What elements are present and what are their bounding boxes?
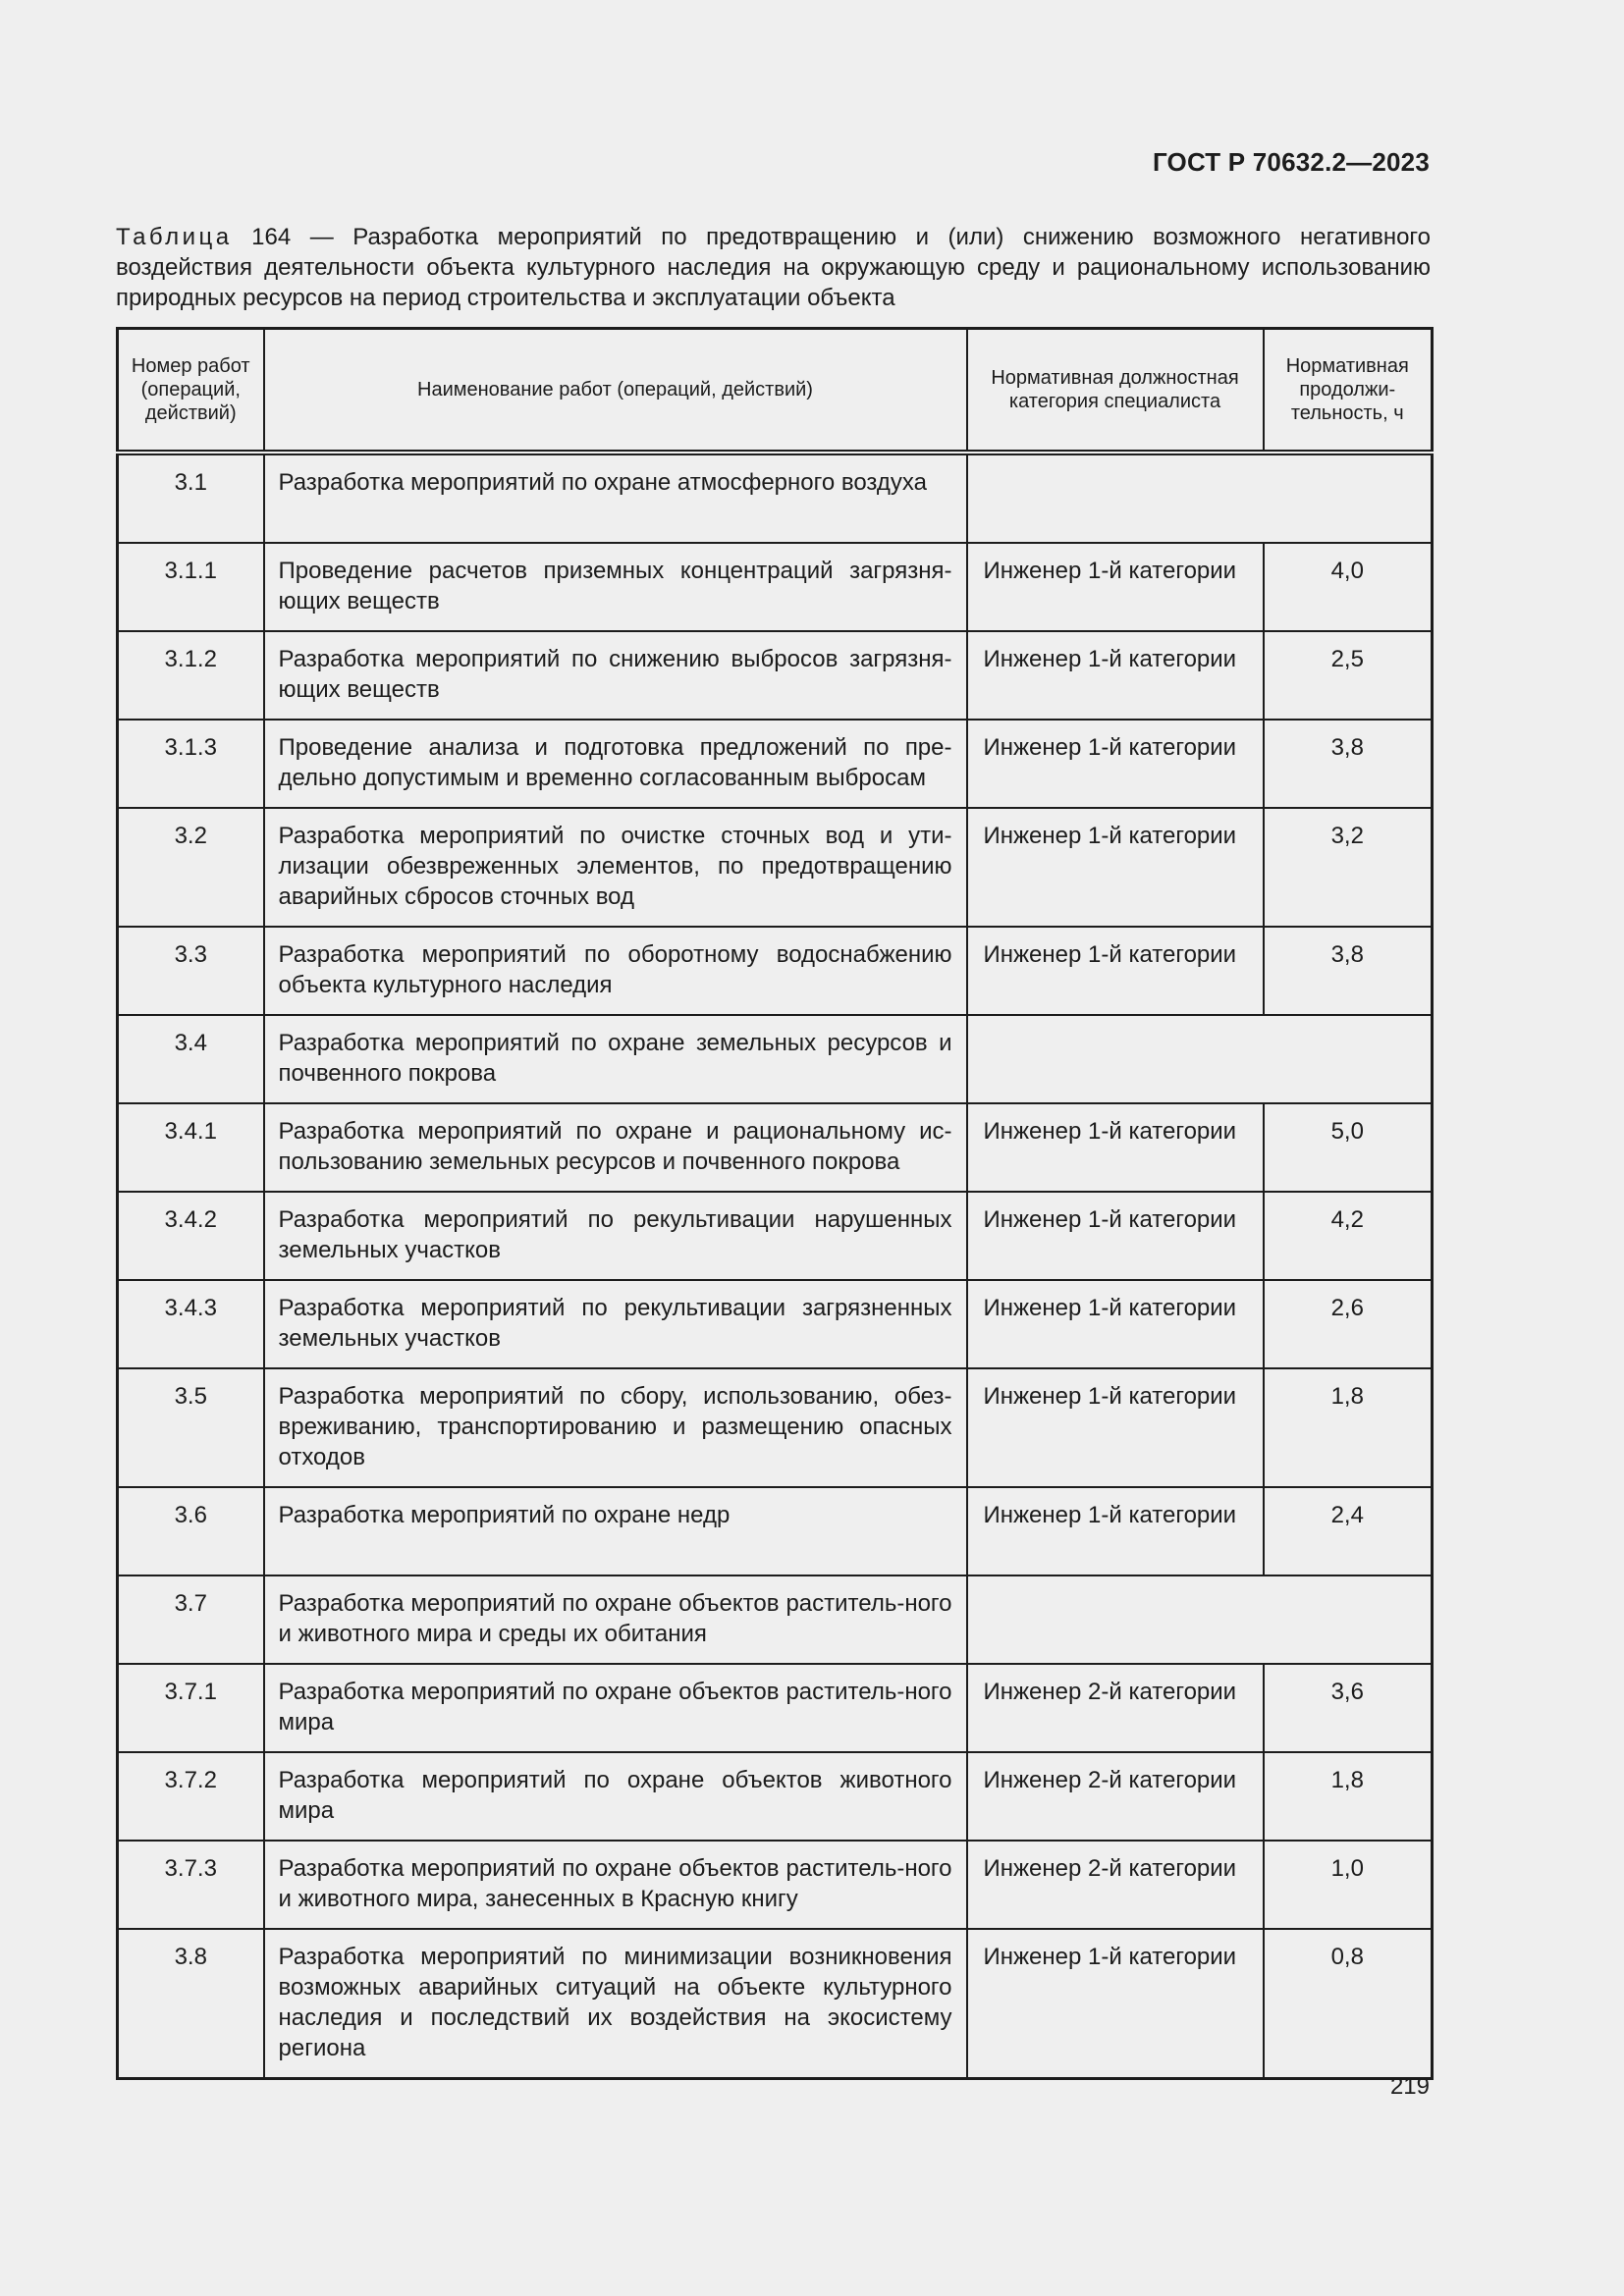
header-work-name: Наименование работ (операций, действий) — [264, 329, 967, 454]
table-row — [118, 1280, 1433, 1368]
specialist-category-cell: Инженер 1-й категории — [967, 808, 1264, 927]
work-name-cell: Разработка мероприятий по охране объектов раститель-ного мира — [264, 1664, 967, 1752]
work-number-cell: 3.3 — [118, 927, 264, 1015]
work-name-cell: Разработка мероприятий по охране и рациональному ис-пользованию земельных ресурсов и почвенного покрова — [264, 1103, 967, 1192]
table-row — [118, 1192, 1433, 1280]
work-name-cell: Разработка мероприятий по оборотному водоснабжению объекта культурного наследия — [264, 927, 967, 1015]
table-row — [118, 1841, 1433, 1929]
duration-cell: 5,0 — [1264, 1103, 1433, 1192]
work-number-cell: 3.1 — [118, 453, 264, 543]
work-number-cell: 3.1.1 — [118, 543, 264, 631]
duration-cell: 1,8 — [1264, 1368, 1433, 1487]
table-row — [118, 631, 1433, 720]
work-name-cell: Разработка мероприятий по минимизации возникновения возможных аварийных ситуаций на объекте культурного наследия и последствий их воздействия на экосистему региона — [264, 1929, 967, 2079]
page-number: 219 — [1389, 2073, 1430, 2100]
caption-label: Таблица — [116, 224, 233, 250]
duration-cell: 3,6 — [1264, 1664, 1433, 1752]
duration-cell: 4,0 — [1264, 543, 1433, 631]
table-row — [118, 720, 1433, 808]
specialist-category-cell: Инженер 1-й категории — [967, 720, 1264, 808]
duration-cell: 2,5 — [1264, 631, 1433, 720]
specialist-category-cell: Инженер 2-й категории — [967, 1841, 1264, 1929]
specialist-category-cell: Инженер 1-й категории — [967, 1192, 1264, 1280]
caption-text: 164 — Разработка мероприятий по предотвращению и (или) снижению возможного негативного воздействия деятельности объекта культурного наследия на окружающую среду и рациональному использованию природных ресурсов на период строительства и эксплуатации объекта — [116, 224, 1431, 311]
document-code: ГОСТ Р 70632.2—2023 — [1152, 147, 1430, 177]
empty-merged-cell — [967, 453, 1433, 543]
table-row — [118, 1664, 1433, 1752]
specialist-category-cell: Инженер 1-й категории — [967, 631, 1264, 720]
work-number-cell: 3.4 — [118, 1015, 264, 1103]
duration-cell: 3,8 — [1264, 927, 1433, 1015]
work-number-cell: 3.8 — [118, 1929, 264, 2079]
work-name-cell: Разработка мероприятий по охране объектов раститель-ного и животного мира и среды их обитания — [264, 1575, 967, 1664]
work-number-cell: 3.4.3 — [118, 1280, 264, 1368]
work-number-cell: 3.1.2 — [118, 631, 264, 720]
work-name-cell: Разработка мероприятий по охране атмосферного воздуха — [264, 453, 967, 543]
work-number-cell: 3.7.1 — [118, 1664, 264, 1752]
work-number-cell: 3.4.1 — [118, 1103, 264, 1192]
specialist-category-cell: Инженер 2-й категории — [967, 1752, 1264, 1841]
table-row — [118, 1575, 1433, 1664]
work-name-cell: Разработка мероприятий по охране недр — [264, 1487, 967, 1575]
duration-cell: 2,4 — [1264, 1487, 1433, 1575]
table-row — [118, 1015, 1433, 1103]
work-name-cell: Разработка мероприятий по охране объектов животного мира — [264, 1752, 967, 1841]
duration-cell: 1,8 — [1264, 1752, 1433, 1841]
specialist-category-cell: Инженер 1-й категории — [967, 1280, 1264, 1368]
specialist-category-cell: Инженер 1-й категории — [967, 1929, 1264, 2079]
work-number-cell: 3.2 — [118, 808, 264, 927]
table-row — [118, 1487, 1433, 1575]
work-name-cell: Разработка мероприятий по снижению выбросов загрязня-ющих веществ — [264, 631, 967, 720]
duration-cell: 0,8 — [1264, 1929, 1433, 2079]
specialist-category-cell: Инженер 1-й категории — [967, 1487, 1264, 1575]
specialist-category-cell: Инженер 2-й категории — [967, 1664, 1264, 1752]
table-row — [118, 927, 1433, 1015]
work-name-cell: Разработка мероприятий по сбору, использованию, обез-вреживанию, транспортированию и размещению опасных отходов — [264, 1368, 967, 1487]
specialist-category-cell: Инженер 1-й категории — [967, 927, 1264, 1015]
work-number-cell: 3.1.3 — [118, 720, 264, 808]
duration-cell: 1,0 — [1264, 1841, 1433, 1929]
work-name-cell: Разработка мероприятий по охране объектов раститель-ного и животного мира, занесенных в Красную книгу — [264, 1841, 967, 1929]
work-number-cell: 3.7 — [118, 1575, 264, 1664]
work-number-cell: 3.7.2 — [118, 1752, 264, 1841]
work-number-cell: 3.7.3 — [118, 1841, 264, 1929]
work-name-cell: Разработка мероприятий по охране земельных ресурсов и почвенного покрова — [264, 1015, 967, 1103]
duration-cell: 2,6 — [1264, 1280, 1433, 1368]
table-row — [118, 1368, 1433, 1487]
work-name-cell: Проведение анализа и подготовка предложений по пре-дельно допустимым и временно согласованным выбросам — [264, 720, 967, 808]
table-row — [118, 453, 1433, 543]
work-number-cell: 3.4.2 — [118, 1192, 264, 1280]
work-number-cell: 3.6 — [118, 1487, 264, 1575]
empty-merged-cell — [967, 1575, 1433, 1664]
work-number-cell: 3.5 — [118, 1368, 264, 1487]
duration-cell: 3,2 — [1264, 808, 1433, 927]
specialist-category-cell: Инженер 1-й категории — [967, 1103, 1264, 1192]
table-row — [118, 543, 1433, 631]
header-duration: Нормативная продолжи-тельность, ч — [1264, 329, 1433, 454]
work-name-cell: Проведение расчетов приземных концентраций загрязня-ющих веществ — [264, 543, 967, 631]
table-row — [118, 1929, 1433, 2079]
table-body — [118, 453, 1433, 2079]
empty-merged-cell — [967, 1015, 1433, 1103]
work-name-cell: Разработка мероприятий по очистке сточных вод и ути-лизации обезвреженных элементов, по предотвращению аварийных сбросов сточных вод — [264, 808, 967, 927]
table-row — [118, 1752, 1433, 1841]
specialist-category-cell: Инженер 1-й категории — [967, 543, 1264, 631]
header-specialist-category: Нормативная должностная категория специалиста — [967, 329, 1264, 454]
duration-cell: 4,2 — [1264, 1192, 1433, 1280]
work-name-cell: Разработка мероприятий по рекультивации загрязненных земельных участков — [264, 1280, 967, 1368]
works-table — [116, 327, 1434, 2080]
header-work-number: Номер работ (операций, действий) — [118, 329, 264, 454]
work-name-cell: Разработка мероприятий по рекультивации нарушенных земельных участков — [264, 1192, 967, 1280]
table-header-row — [118, 329, 1433, 454]
table-caption — [116, 222, 1431, 313]
duration-cell: 3,8 — [1264, 720, 1433, 808]
specialist-category-cell: Инженер 1-й категории — [967, 1368, 1264, 1487]
table-row — [118, 1103, 1433, 1192]
table-row — [118, 808, 1433, 927]
